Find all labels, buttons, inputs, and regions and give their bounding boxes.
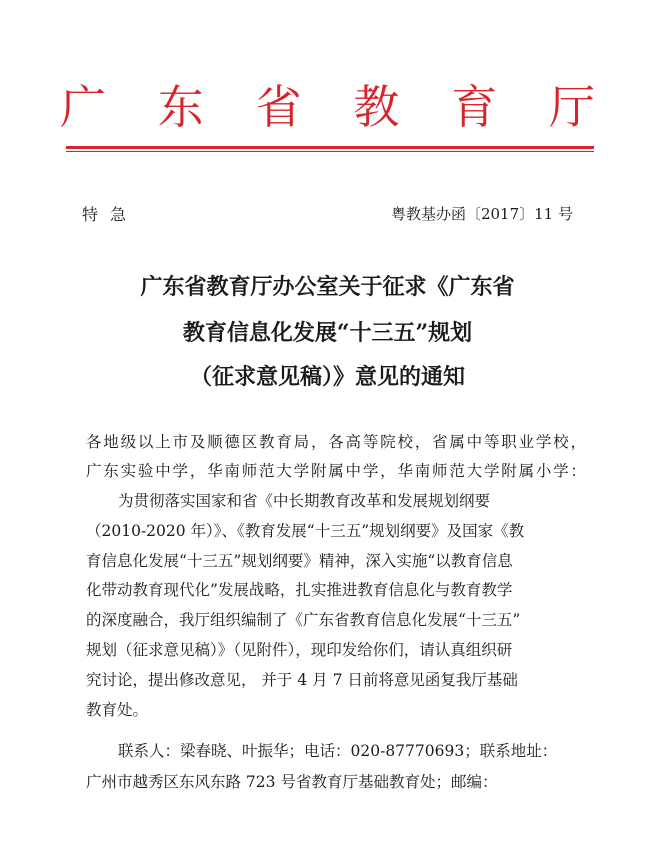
masthead-char: 教 <box>353 80 400 134</box>
paragraph-line: 究讨论，提出修改意见， 并于 4 月 7 日前将意见函复我厅基础 <box>86 671 518 689</box>
paragraph-line: 化带动教育现代化”发展战略，扎实推进教育信息化与教育教学 <box>86 581 513 599</box>
masthead-char: 东 <box>157 80 204 134</box>
recipients-line-1: 各地级以上市及顺德区教育局，各高等院校，省属中等职业学校， <box>86 433 586 451</box>
document-number: 粤教基办函〔2017〕11 号 <box>390 205 573 223</box>
paragraph-line: （2010-2020 年）》、《教育发展“十三五”规划纲要》及国家《教 <box>86 522 525 540</box>
title-line-1: 广东省教育厅办公室关于征求《广东省 <box>140 274 515 300</box>
masthead-rule-thin <box>66 151 594 152</box>
recipients-line-2: 广东实验中学，华南师范大学附属中学，华南师范大学附属小学： <box>86 462 586 480</box>
paragraph-line: 育信息化发展“十三五”规划纲要》精神，深入实施“以教育信息 <box>86 552 513 570</box>
title-line-2: 教育信息化发展“十三五”规划 <box>182 320 473 346</box>
paragraph-line: 为贯彻落实国家和省《中长期教育改革和发展规划纲要 <box>118 492 491 510</box>
paragraph-line: 教育处。 <box>86 701 149 719</box>
paragraph-line: 的深度融合，我厅组织编制了《广东省教育信息化发展“十三五” <box>86 611 521 629</box>
masthead-char: 育 <box>451 80 498 134</box>
title-line-3: （征求意见稿）》意见的通知 <box>189 364 465 390</box>
masthead-char: 省 <box>255 80 302 134</box>
masthead-char: 厅 <box>548 80 595 134</box>
paragraph-line: 规划（征求意见稿）》（见附件），现印发给你们，请认真组织研 <box>86 641 513 659</box>
contact-line-1: 联系人：梁春晓、叶振华；电话：020-87770693；联系地址： <box>118 742 558 760</box>
masthead-char: 广 <box>60 80 106 134</box>
masthead-rule-thick <box>66 146 594 149</box>
contact-line-2: 广州市越秀区东风东路 723 号省教育厅基础教育处；邮编： <box>86 773 498 791</box>
urgency-label: 特急 <box>82 205 139 224</box>
masthead <box>60 78 595 136</box>
